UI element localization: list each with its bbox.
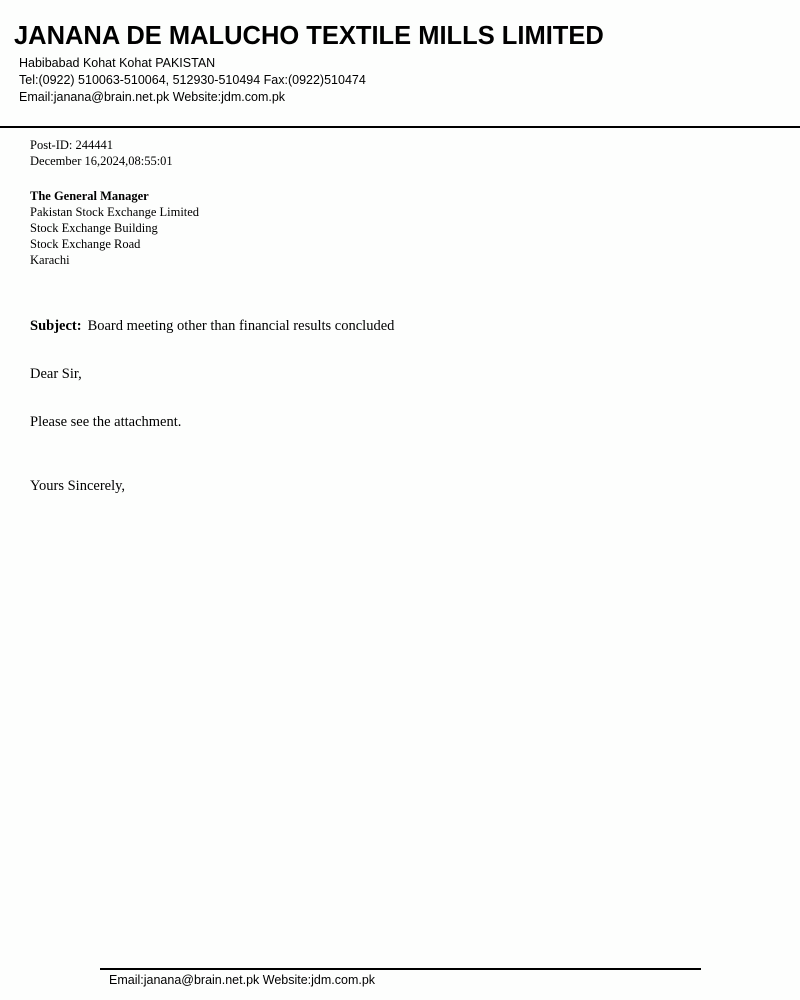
company-name: JANANA DE MALUCHO TEXTILE MILLS LIMITED bbox=[14, 22, 604, 50]
recipient-line-organization: Pakistan Stock Exchange Limited bbox=[30, 205, 200, 219]
recipient-line-city: Karachi bbox=[30, 253, 70, 267]
salutation: Dear Sir, bbox=[30, 366, 82, 382]
company-email-website: Email:janana@brain.net.pk Website:jdm.com.pk bbox=[19, 90, 286, 104]
post-id: Post-ID: 244441 bbox=[30, 138, 113, 152]
recipient-title: The General Manager bbox=[30, 189, 149, 203]
letter-message: Please see the attachment. bbox=[30, 414, 182, 430]
subject-label: Subject: bbox=[30, 318, 82, 334]
recipient-line-road: Stock Exchange Road bbox=[30, 237, 141, 251]
recipient-block bbox=[30, 188, 199, 268]
subject-line bbox=[30, 318, 394, 335]
recipient-line-building: Stock Exchange Building bbox=[30, 221, 158, 235]
letterhead bbox=[0, 0, 800, 128]
closing: Yours Sincerely, bbox=[30, 478, 126, 494]
footer-email-website: Email:janana@brain.net.pk Website:jdm.com.pk bbox=[109, 973, 376, 987]
company-address: Habibabad Kohat Kohat PAKISTAN bbox=[19, 56, 216, 70]
subject-text: Board meeting other than financial results concluded bbox=[87, 318, 395, 334]
post-date: December 16,2024,08:55:01 bbox=[30, 154, 173, 168]
company-phone-fax: Tel:(0922) 510063-510064, 512930-510494 Fax:(0922)510474 bbox=[19, 73, 366, 87]
footer-divider bbox=[100, 968, 701, 970]
